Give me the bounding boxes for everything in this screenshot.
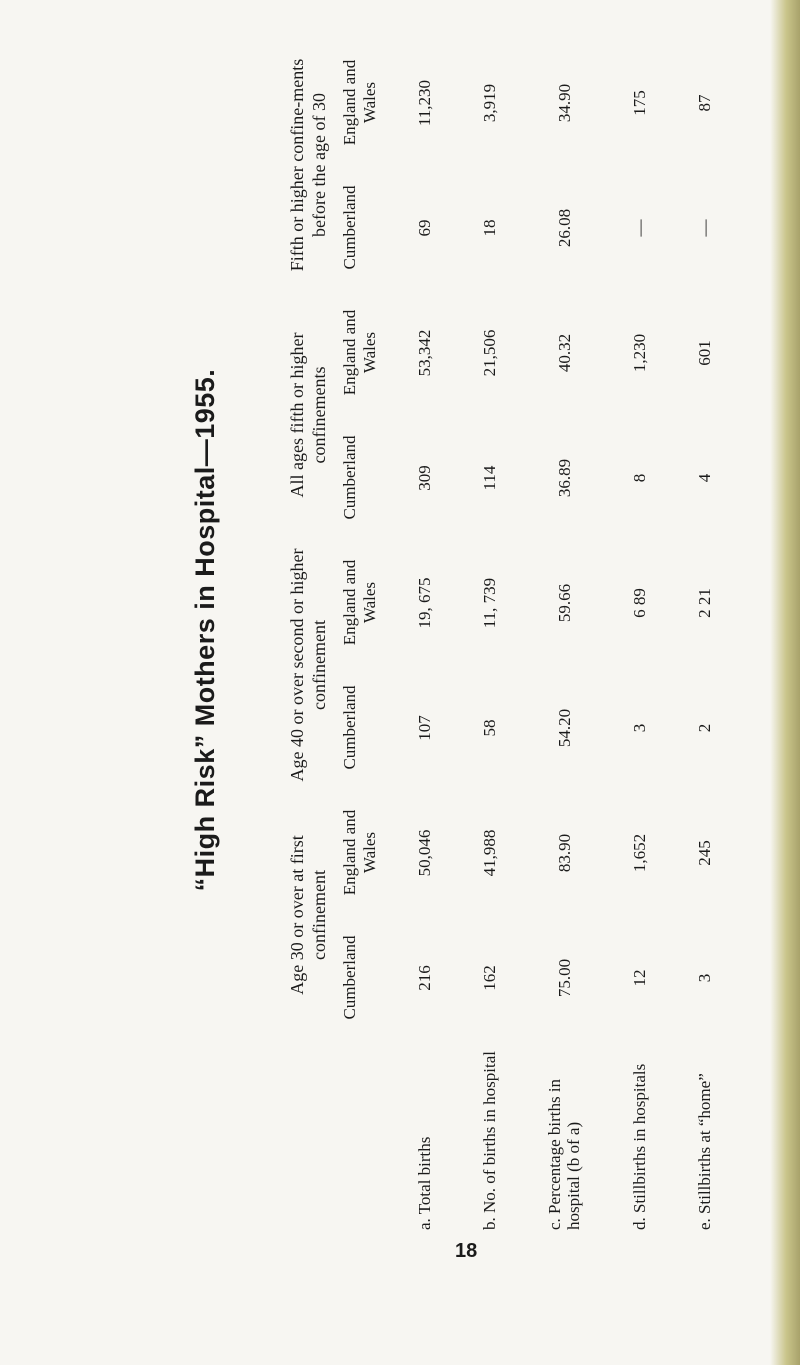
cell-d-4: 6 89 xyxy=(630,588,649,618)
cell-c-4: 59.66 xyxy=(555,583,574,623)
cell-c-2: 83.90 xyxy=(555,833,574,873)
cell-e-4: 2 21 xyxy=(695,588,714,618)
subhead-england-2: England and Wales xyxy=(340,559,379,646)
group-heading-1: Age 30 or over at first confinement xyxy=(287,835,329,995)
cell-e-2: 245 xyxy=(695,840,714,866)
cell-e-6: 601 xyxy=(695,340,714,366)
group-heading-4: Fifth or higher confine-ments before the age of 30 xyxy=(287,58,329,272)
cell-c-1: 75.00 xyxy=(555,958,574,998)
subhead-cumberland-1: Cumberland xyxy=(340,935,359,1020)
cell-a-7: 69 xyxy=(415,219,434,237)
cell-a-8: 11,230 xyxy=(415,79,434,127)
cell-b-6: 21,506 xyxy=(480,329,499,377)
cell-a-5: 309 xyxy=(415,465,434,491)
page-title: “High Risk” Mothers in Hospital—1955. xyxy=(190,368,220,892)
cell-e-5: 4 xyxy=(695,473,714,483)
row-label-c: c. Percentage births in hospital (b of a) xyxy=(545,1078,583,1230)
subhead-england-3: England and Wales xyxy=(340,309,379,396)
cell-c-5: 36.89 xyxy=(555,458,574,498)
subhead-england-4: England and Wales xyxy=(340,59,379,146)
row-label-e: e. Stillbirths at “home” xyxy=(695,1073,714,1230)
cell-b-2: 41,988 xyxy=(480,829,499,877)
rotated-table xyxy=(190,30,760,1230)
cell-d-7: — xyxy=(630,219,649,237)
cell-a-6: 53,342 xyxy=(415,329,434,377)
cell-e-1: 3 xyxy=(695,973,714,983)
group-heading-3: All ages fifth or higher confinements xyxy=(287,332,329,498)
cell-b-7: 18 xyxy=(480,219,499,237)
row-label-b: b. No. of births in hospital xyxy=(480,1051,499,1230)
row-label-d: d. Stillbirths in hospitals xyxy=(630,1063,649,1230)
cell-b-5: 114 xyxy=(480,465,499,491)
cell-c-3: 54.20 xyxy=(555,708,574,748)
subhead-england-1: England and Wales xyxy=(340,809,379,896)
cell-a-2: 50,046 xyxy=(415,829,434,877)
cell-d-6: 1,230 xyxy=(630,333,649,373)
cell-d-5: 8 xyxy=(630,473,649,483)
subhead-cumberland-2: Cumberland xyxy=(340,685,359,770)
cell-c-7: 26.08 xyxy=(555,208,574,248)
cell-d-3: 3 xyxy=(630,723,649,733)
cell-d-2: 1,652 xyxy=(630,833,649,873)
cell-c-8: 34.90 xyxy=(555,83,574,123)
cell-a-1: 216 xyxy=(415,965,434,991)
page-number: 18 xyxy=(455,1240,478,1262)
cell-a-3: 107 xyxy=(415,715,434,741)
cell-b-8: 3,919 xyxy=(480,83,499,123)
cell-d-1: 12 xyxy=(630,969,649,987)
cell-a-4: 19, 675 xyxy=(415,577,434,629)
cell-d-8: 175 xyxy=(630,90,649,116)
row-label-a: a. Total births xyxy=(415,1136,434,1230)
subhead-cumberland-4: Cumberland xyxy=(340,185,359,270)
subhead-cumberland-3: Cumberland xyxy=(340,435,359,520)
cell-b-3: 58 xyxy=(480,719,499,737)
group-heading-2: Age 40 or over second or higher confinement xyxy=(287,548,329,782)
page-edge-shadow xyxy=(770,0,800,1365)
cell-e-3: 2 xyxy=(695,723,714,733)
cell-c-6: 40.32 xyxy=(555,333,574,373)
cell-b-4: 11, 739 xyxy=(480,577,499,629)
cell-e-7: — xyxy=(695,219,714,237)
cell-e-8: 87 xyxy=(695,94,714,112)
cell-b-1: 162 xyxy=(480,965,499,991)
